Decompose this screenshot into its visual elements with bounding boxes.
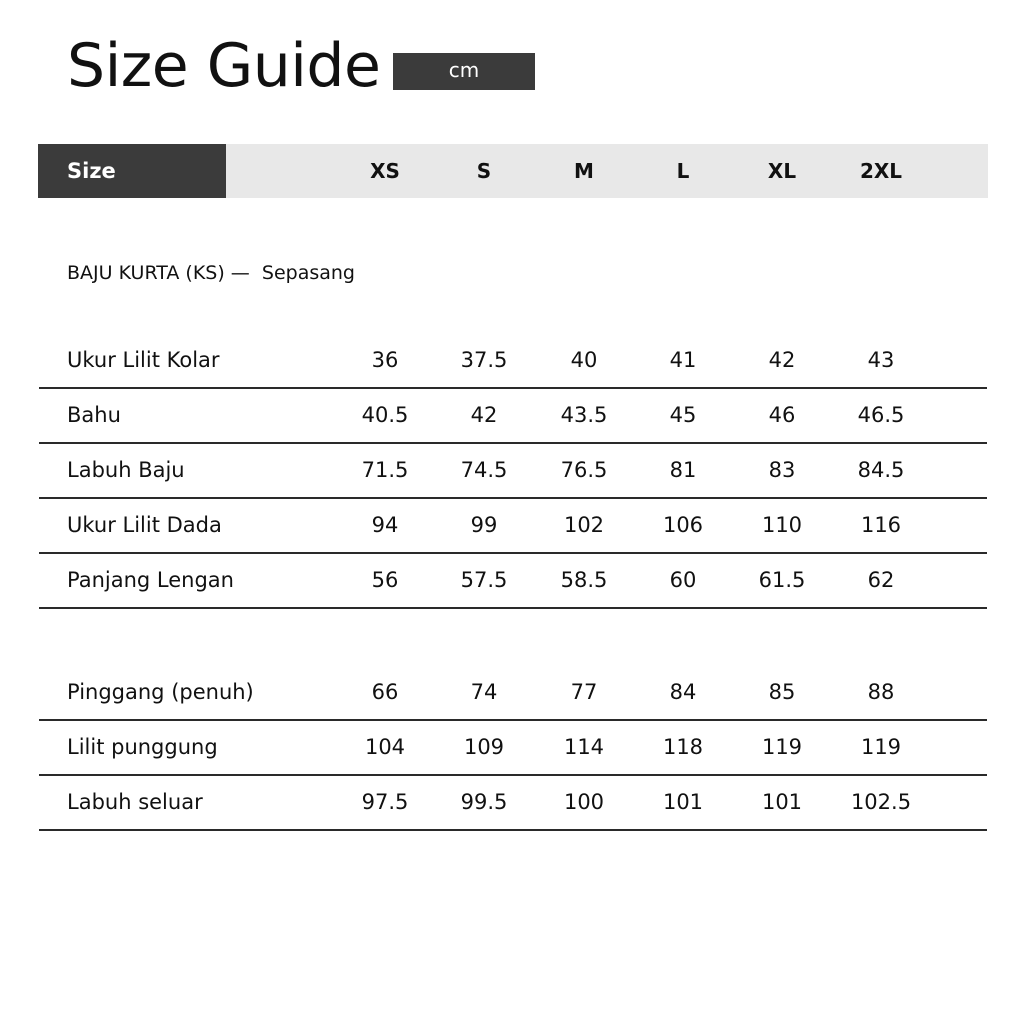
table-cell: 40.5 — [361, 403, 409, 427]
table-cell: 66 — [371, 680, 399, 704]
table-cell: 102.5 — [850, 790, 912, 814]
table-cell: 58.5 — [560, 568, 608, 592]
row-label: Labuh Baju — [67, 458, 185, 482]
size-header-xl: XL — [767, 159, 797, 183]
unit-badge: cm — [393, 53, 535, 90]
table-cell: 36 — [371, 348, 399, 372]
table-cell: 74.5 — [460, 458, 508, 482]
size-header-2xl: 2XL — [859, 159, 903, 183]
table-cell: 119 — [860, 735, 902, 759]
table-cell: 83 — [768, 458, 796, 482]
table-cell: 97.5 — [361, 790, 409, 814]
table-cell: 119 — [761, 735, 803, 759]
table-cell: 110 — [761, 513, 803, 537]
table-cell: 40 — [570, 348, 598, 372]
table-cell: 61.5 — [758, 568, 806, 592]
table-cell: 71.5 — [361, 458, 409, 482]
table-cell: 46 — [768, 403, 796, 427]
size-header-m: M — [574, 159, 594, 183]
table-cell: 88 — [867, 680, 895, 704]
table-cell: 45 — [669, 403, 697, 427]
table-cell: 56 — [371, 568, 399, 592]
table-cell: 118 — [662, 735, 704, 759]
row-label: Ukur Lilit Kolar — [67, 348, 220, 372]
row-label: Pinggang (penuh) — [67, 680, 254, 704]
table-cell: 104 — [364, 735, 406, 759]
table-cell: 84 — [669, 680, 697, 704]
table-row — [39, 333, 987, 389]
table-cell: 99 — [470, 513, 498, 537]
table-cell: 62 — [867, 568, 895, 592]
table-cell: 81 — [669, 458, 697, 482]
table-cell: 37.5 — [460, 348, 508, 372]
row-label: Ukur Lilit Dada — [67, 513, 222, 537]
row-label: Bahu — [67, 403, 121, 427]
table-cell: 43.5 — [560, 403, 608, 427]
row-label: Panjang Lengan — [67, 568, 234, 592]
section-title: BAJU KURTA (KS) — Sepasang — [67, 262, 355, 284]
table-cell: 114 — [563, 735, 605, 759]
table-cell: 60 — [669, 568, 697, 592]
size-header-label: Size — [38, 144, 226, 198]
table-cell: 42 — [768, 348, 796, 372]
table-cell: 57.5 — [460, 568, 508, 592]
table-cell: 100 — [563, 790, 605, 814]
table-cell: 106 — [662, 513, 704, 537]
page-title: Size Guide — [67, 31, 381, 101]
size-header-xs: XS — [370, 159, 400, 183]
row-label: Lilit punggung — [67, 735, 218, 759]
table-cell: 76.5 — [560, 458, 608, 482]
table-cell: 109 — [463, 735, 505, 759]
table-cell: 84.5 — [857, 458, 905, 482]
table-row — [39, 388, 987, 444]
table-row — [39, 553, 987, 609]
table-cell: 46.5 — [857, 403, 905, 427]
table-row — [39, 443, 987, 499]
size-header-row — [38, 144, 988, 198]
table-row — [39, 775, 987, 831]
table-cell: 74 — [470, 680, 498, 704]
size-header-s: S — [476, 159, 492, 183]
table-cell: 85 — [768, 680, 796, 704]
size-header-l: L — [676, 159, 690, 183]
table-cell: 42 — [470, 403, 498, 427]
table-row — [39, 665, 987, 721]
table-cell: 102 — [563, 513, 605, 537]
table-cell: 43 — [867, 348, 895, 372]
table-cell: 94 — [371, 513, 399, 537]
table-row — [39, 498, 987, 554]
table-cell: 99.5 — [460, 790, 508, 814]
table-row — [39, 720, 987, 776]
table-cell: 41 — [669, 348, 697, 372]
table-cell: 101 — [662, 790, 704, 814]
table-cell: 77 — [570, 680, 598, 704]
table-cell: 116 — [860, 513, 902, 537]
row-label: Labuh seluar — [67, 790, 203, 814]
table-cell: 101 — [761, 790, 803, 814]
